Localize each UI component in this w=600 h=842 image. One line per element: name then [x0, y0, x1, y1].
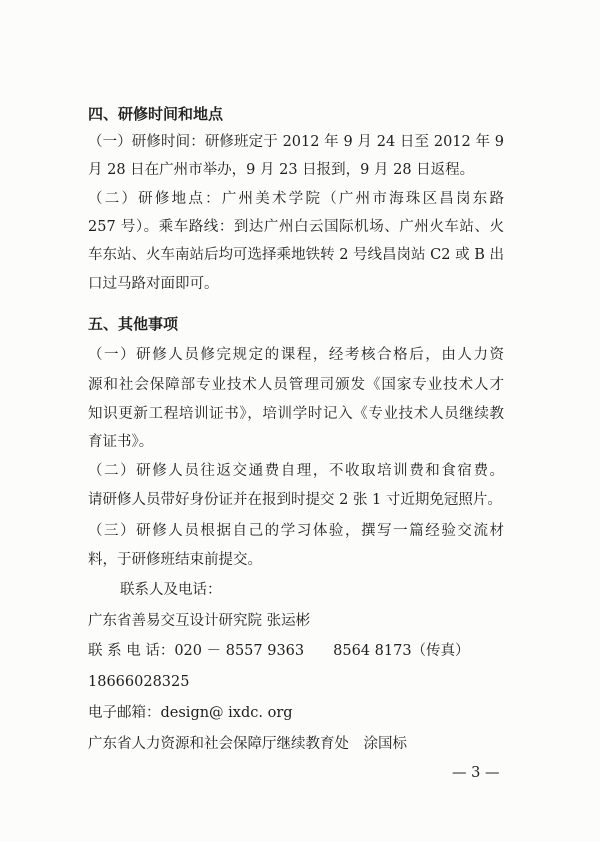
contact-org-1: 广东省善易交互设计研究院 张运彬 [88, 613, 311, 629]
item1-line-3: 知识更新工程培训证书》，培训学时记入《专业技术人员继续教 [88, 406, 504, 422]
item2-line-2: 请研修人员带好身份证并在报到时提交 2 张 1 寸近期免冠照片。 [88, 492, 502, 508]
item2-line-1: （二）研修人员往返交通费自理，不收取培训费和食宿费。 [88, 463, 504, 479]
place-line-1: （二）研修地点：广州美术学院（广州市海珠区昌岗东路 [88, 191, 504, 207]
time-line-2: 月 28 日在广州市举办，9 月 23 日报到，9 月 28 日返程。 [88, 162, 475, 178]
time-line-1: （一）研修时间：研修班定于 2012 年 9 月 24 日至 2012 年 9 [88, 134, 504, 150]
place-line-3: 车东站、火车南站后均可选择乘地铁转 2 号线昌岗站 C2 或 B 出 [88, 247, 504, 263]
item1-line-4: 育证书》。 [88, 434, 154, 450]
item1-line-2: 源和社会保障部专业技术人员管理司颁发《国家专业技术人才 [88, 377, 504, 393]
item3-line-1: （三）研修人员根据自己的学习体验，撰写一篇经验交流材 [88, 523, 504, 539]
contact-mobile: 18666028325 [88, 674, 190, 690]
page-number: — 3 — [452, 765, 500, 781]
contact-email: 电子邮箱：design@ ixdc. org [88, 705, 293, 721]
item1-line-1: （一）研修人员修完规定的课程，经考核合格后，由人力资 [88, 347, 504, 363]
place-line-2: 257 号）。乘车路线：到达广州白云国际机场、广州火车站、火 [88, 219, 504, 235]
section-4-heading: 四、研修时间和地点 [88, 105, 224, 123]
item3-line-2: 料，于研修班结束前提交。 [88, 552, 262, 568]
contact-org-2: 广东省人力资源和社会保障厅继续教育处 涂国标 [88, 736, 407, 752]
section-5-heading: 五、其他事项 [88, 315, 179, 333]
contact-label: 联系人及电话： [120, 582, 222, 598]
place-line-4: 口过马路对面即可。 [88, 276, 219, 292]
contact-phones: 联 系 电 话：020 － 8557 9363 8564 8173（传真） [88, 643, 470, 659]
